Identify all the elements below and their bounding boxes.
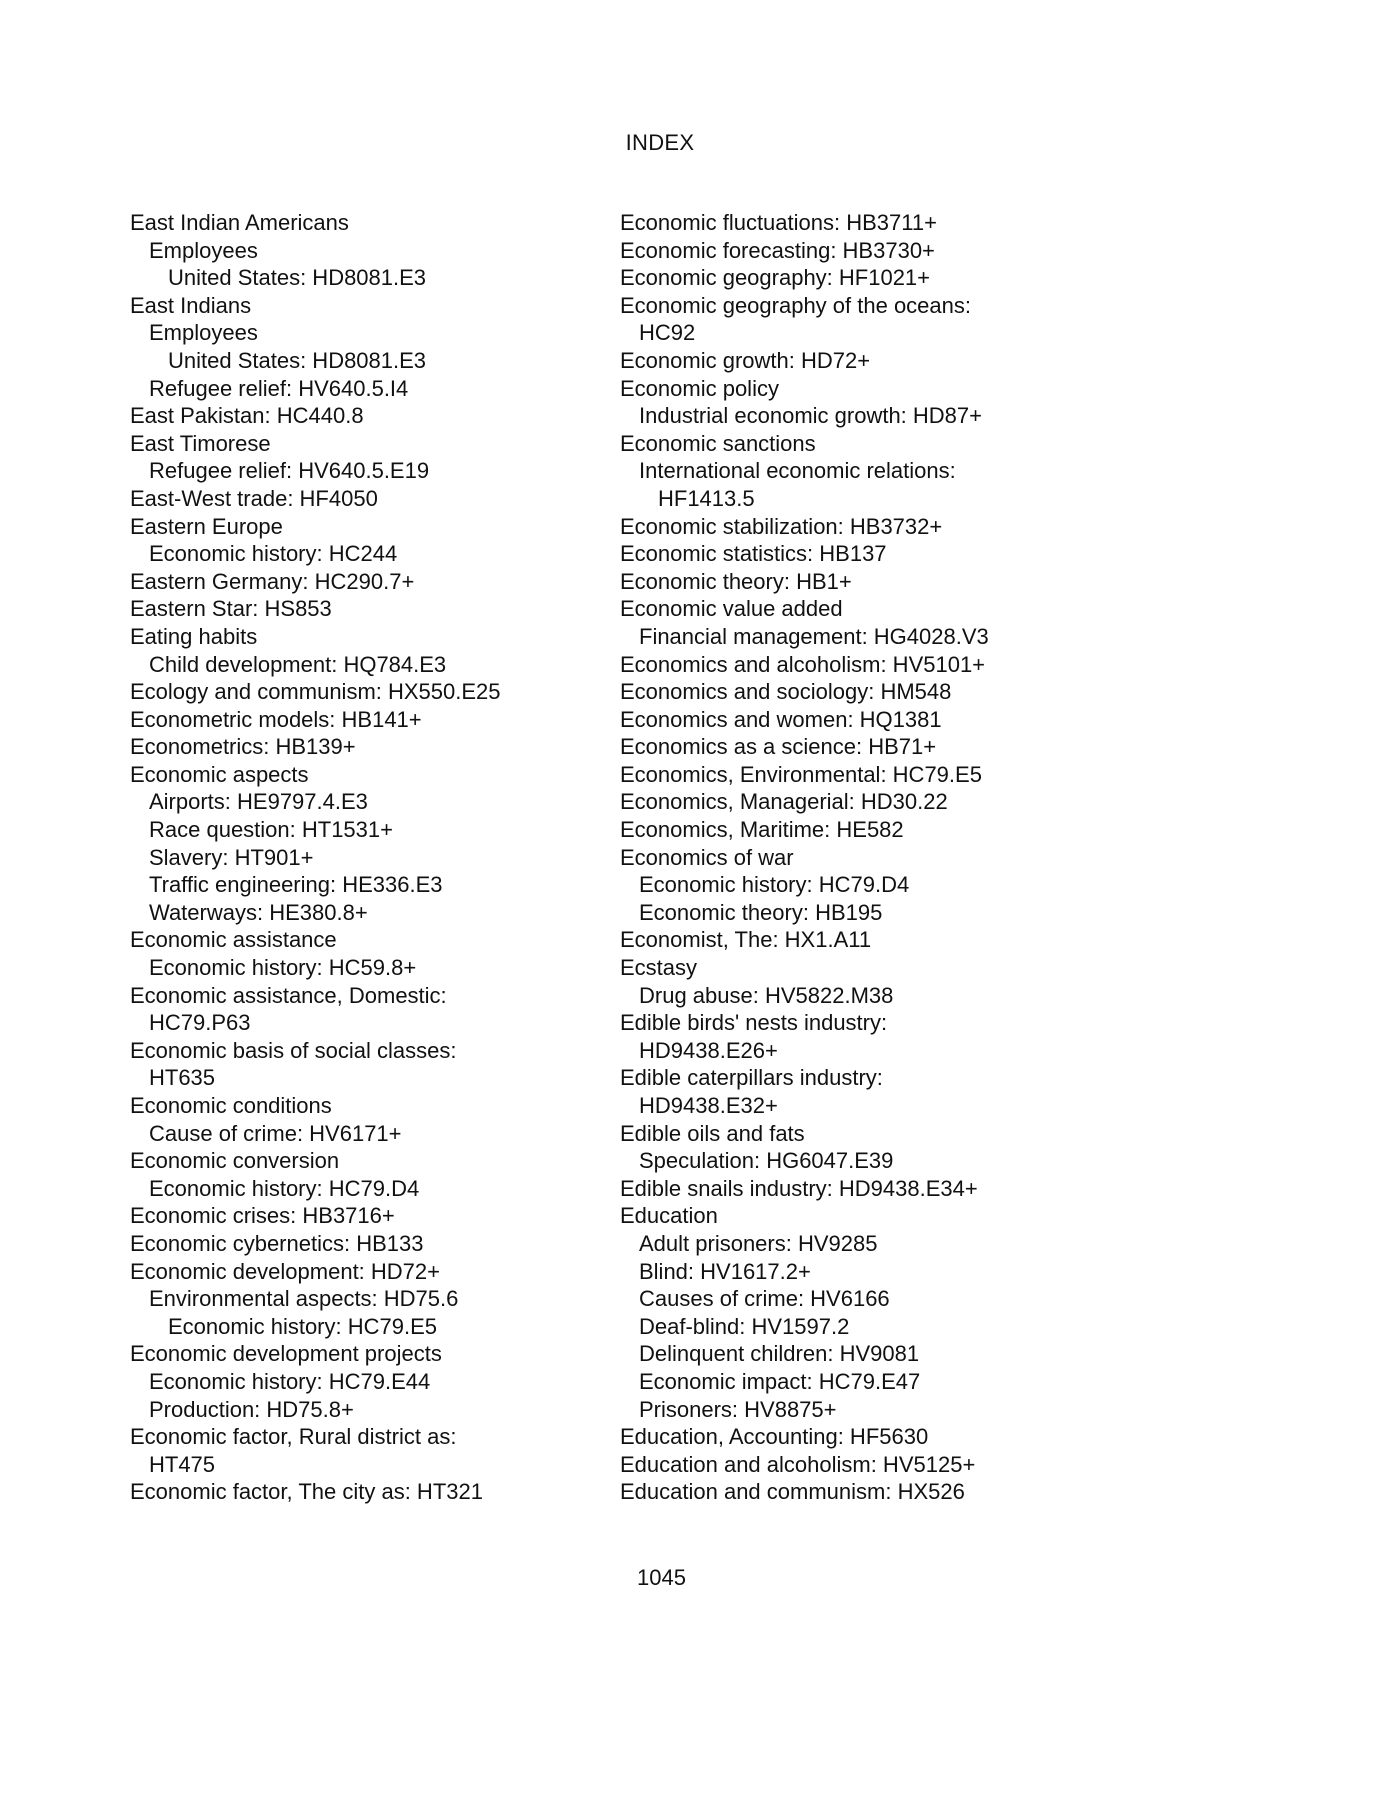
index-entry: Economic assistance xyxy=(130,927,337,953)
index-entry: Economic aspects xyxy=(130,761,309,787)
index-subentry: Employees xyxy=(149,237,258,263)
index-entry: Economics and sociology: HM548 xyxy=(620,679,952,705)
index-subentry: Speculation: HG6047.E39 xyxy=(639,1148,894,1174)
index-entry: Economic basis of social classes: xyxy=(130,1037,457,1063)
index-subentry: Economic history: HC79.E5 xyxy=(168,1313,437,1339)
index-entry: Edible caterpillars industry: xyxy=(620,1065,883,1091)
index-entry: East Pakistan: HC440.8 xyxy=(130,403,364,429)
index-entry: East Indians xyxy=(130,292,252,318)
index-subentry: HD9438.E26+ xyxy=(639,1037,778,1063)
index-subentry: Economic history: HC79.E44 xyxy=(149,1368,431,1394)
index-entry: East-West trade: HF4050 xyxy=(130,485,378,511)
index-entry: Economic statistics: HB137 xyxy=(620,541,887,567)
index-entry: Econometrics: HB139+ xyxy=(130,734,356,760)
index-column-right xyxy=(620,209,1120,1506)
index-entry: Economic fluctuations: HB3711+ xyxy=(620,210,937,235)
index-subentry: HT635 xyxy=(149,1065,216,1091)
index-subentry: Financial management: HG4028.V3 xyxy=(639,623,989,649)
index-entry: Edible oils and fats xyxy=(620,1120,805,1146)
index-entry: Education and alcoholism: HV5125+ xyxy=(620,1451,976,1477)
index-entry: Economic factor, Rural district as: xyxy=(130,1424,457,1450)
index-entry: Economic stabilization: HB3732+ xyxy=(620,513,943,539)
index-subentry: HC92 xyxy=(639,320,696,346)
index-subentry: HD9438.E32+ xyxy=(639,1093,778,1118)
index-subentry: Adult prisoners: HV9285 xyxy=(639,1230,878,1256)
index-entry: Ecology and communism: HX550.E25 xyxy=(130,679,501,705)
index-entry: Economic assistance, Domestic: xyxy=(130,982,447,1008)
index-entry: Ecstasy xyxy=(620,955,698,981)
index-subentry: HT475 xyxy=(149,1451,216,1477)
index-subentry: Industrial economic growth: HD87+ xyxy=(639,403,982,429)
index-entry: Economic forecasting: HB3730+ xyxy=(620,237,935,263)
index-subentry: Employees xyxy=(149,320,258,346)
index-subentry: Blind: HV1617.2+ xyxy=(639,1258,811,1284)
index-subentry: Causes of crime: HV6166 xyxy=(639,1286,890,1312)
index-subentry: Slavery: HT901+ xyxy=(149,844,314,870)
index-entry: Economics, Maritime: HE582 xyxy=(620,817,904,843)
index-entry: Economics and alcoholism: HV5101+ xyxy=(620,651,986,677)
index-entry: Economic development projects xyxy=(130,1341,442,1367)
index-entry: Economics as a science: HB71+ xyxy=(620,734,937,760)
index-subentry: Race question: HT1531+ xyxy=(149,817,393,843)
index-subentry: Airports: HE9797.4.E3 xyxy=(149,789,368,815)
index-subentry: Economic history: HC244 xyxy=(149,541,398,567)
index-entry: Education, Accounting: HF5630 xyxy=(620,1424,929,1450)
index-subentry: HC79.P63 xyxy=(149,1010,251,1036)
index-entry: Economics and women: HQ1381 xyxy=(620,706,942,732)
index-entry: Edible snails industry: HD9438.E34+ xyxy=(620,1175,978,1201)
index-subentry: Refugee relief: HV640.5.E19 xyxy=(149,458,430,484)
index-entry: Economics, Managerial: HD30.22 xyxy=(620,789,948,815)
index-subentry: Economic history: HC59.8+ xyxy=(149,955,417,981)
index-subentry: International economic relations: xyxy=(639,458,956,484)
index-entry: Eastern Star: HS853 xyxy=(130,596,332,622)
index-subentry: Economic theory: HB195 xyxy=(639,899,883,925)
index-entry: Economic geography of the oceans: xyxy=(620,292,972,318)
index-subentry: Child development: HQ784.E3 xyxy=(149,651,447,677)
index-entry: Economic conversion xyxy=(130,1148,340,1174)
index-entry: Economic cybernetics: HB133 xyxy=(130,1230,424,1256)
index-entry: Economic policy xyxy=(620,375,779,401)
index-subentry: Deaf-blind: HV1597.2 xyxy=(639,1313,850,1339)
index-entry: Edible birds' nests industry: xyxy=(620,1010,888,1036)
index-entry: Economic sanctions xyxy=(620,430,816,456)
index-entry: Economic growth: HD72+ xyxy=(620,347,871,373)
index-entry: East Timorese xyxy=(130,430,271,456)
index-entry: Eastern Europe xyxy=(130,513,283,539)
index-entry: Eating habits xyxy=(130,623,258,649)
index-entry: Economic geography: HF1021+ xyxy=(620,265,931,291)
index-entry: Economic conditions xyxy=(130,1093,332,1118)
index-subentry: Traffic engineering: HE336.E3 xyxy=(149,872,443,898)
page-number: 1045 xyxy=(637,1565,686,1590)
index-entry: Economics, Environmental: HC79.E5 xyxy=(620,761,982,787)
index-subentry: Economic history: HC79.D4 xyxy=(149,1175,420,1201)
index-subentry: Cause of crime: HV6171+ xyxy=(149,1120,402,1146)
index-subentry: HF1413.5 xyxy=(658,485,755,511)
index-entry: Education xyxy=(620,1203,718,1229)
index-subentry: Production: HD75.8+ xyxy=(149,1396,354,1422)
index-subentry: Prisoners: HV8875+ xyxy=(639,1396,837,1422)
page-title: INDEX xyxy=(625,130,695,155)
index-entry: Education and communism: HX526 xyxy=(620,1479,965,1505)
index-subentry: Refugee relief: HV640.5.I4 xyxy=(149,375,409,401)
index-subentry: United States: HD8081.E3 xyxy=(168,347,427,373)
index-entry: Economic value added xyxy=(620,596,843,622)
index-column-left xyxy=(130,209,630,1506)
index-entry: Economic factor, The city as: HT321 xyxy=(130,1479,483,1505)
index-entry: Economic theory: HB1+ xyxy=(620,568,852,594)
index-entry: Economics of war xyxy=(620,844,794,870)
index-entry: Eastern Germany: HC290.7+ xyxy=(130,568,415,594)
index-entry: Economist, The: HX1.A11 xyxy=(620,927,872,953)
index-entry: Econometric models: HB141+ xyxy=(130,706,422,732)
index-subentry: Waterways: HE380.8+ xyxy=(149,899,368,925)
index-subentry: United States: HD8081.E3 xyxy=(168,265,427,291)
index-entry: East Indian Americans xyxy=(130,210,349,235)
index-entry: Economic development: HD72+ xyxy=(130,1258,440,1284)
index-subentry: Economic history: HC79.D4 xyxy=(639,872,910,898)
index-subentry: Economic impact: HC79.E47 xyxy=(639,1368,921,1394)
index-subentry: Delinquent children: HV9081 xyxy=(639,1341,920,1367)
index-subentry: Drug abuse: HV5822.M38 xyxy=(639,982,894,1008)
index-entry: Economic crises: HB3716+ xyxy=(130,1203,395,1229)
index-subentry: Environmental aspects: HD75.6 xyxy=(149,1286,459,1312)
